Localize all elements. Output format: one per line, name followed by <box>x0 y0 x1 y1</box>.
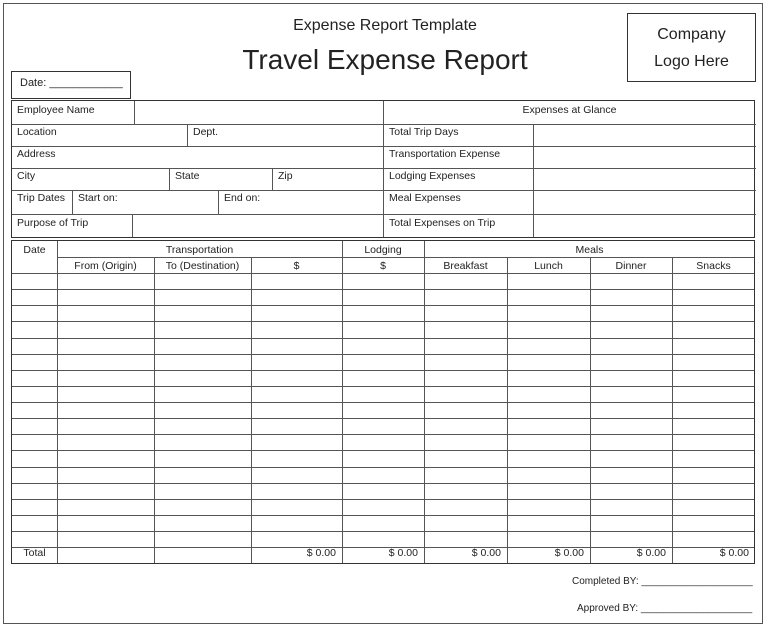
purpose-label: Purpose of Trip <box>17 217 89 229</box>
grid-col-line <box>590 257 591 563</box>
glance-row-line <box>383 168 756 169</box>
subheader-from: From (Origin) <box>74 260 137 272</box>
info-col-divider <box>272 168 273 190</box>
grid-row-line <box>12 515 754 516</box>
info-col-divider <box>187 124 188 146</box>
grid-row-line <box>12 499 754 500</box>
subheader-lunch: Lunch <box>534 260 563 272</box>
subheader-lodging-dollar: $ <box>380 260 386 272</box>
info-row-line <box>12 214 383 215</box>
state-label: State <box>175 170 200 182</box>
info-col-divider <box>169 168 170 190</box>
info-col-divider <box>218 190 219 214</box>
logo-line-2: Logo Here <box>654 52 729 70</box>
glance-row-line <box>383 146 756 147</box>
grid-row-line <box>12 370 754 371</box>
glance-value-divider <box>533 124 534 237</box>
info-center-divider <box>383 101 384 237</box>
grid-row-line <box>12 273 754 274</box>
info-col-divider <box>72 190 73 214</box>
subheader-breakfast: Breakfast <box>443 260 488 272</box>
grid-row-line <box>57 257 754 258</box>
expenses-at-glance-title: Expenses at Glance <box>522 104 617 116</box>
grid-row-line <box>12 305 754 306</box>
grid-row-line <box>12 289 754 290</box>
total-lodging: $ 0.00 <box>388 547 418 559</box>
total-trip-days-label: Total Trip Days <box>389 126 459 138</box>
info-row-line <box>12 124 383 125</box>
grid-col-line <box>342 241 343 563</box>
start-on-label: Start on: <box>78 192 118 204</box>
grid-row-line <box>12 531 754 532</box>
completed-by-field[interactable]: Completed BY: ____________________ <box>572 576 753 587</box>
glance-row-line <box>383 190 756 191</box>
grid-col-line <box>424 241 425 563</box>
glance-row-line <box>383 214 756 215</box>
grid-col-line <box>57 241 58 563</box>
grid-row-line <box>12 386 754 387</box>
total-label: Total <box>23 547 46 559</box>
col-header-transportation: Transportation <box>165 244 234 256</box>
lodging-expenses-label: Lodging Expenses <box>389 170 476 182</box>
expense-table <box>11 240 755 564</box>
logo-line-1: Company <box>657 25 726 43</box>
grid-row-line <box>12 450 754 451</box>
subheader-transport-dollar: $ <box>293 260 300 272</box>
grid-row-line <box>12 321 754 322</box>
grid-row-line <box>12 338 754 339</box>
total-breakfast: $ 0.00 <box>471 547 501 559</box>
approved-by-field[interactable]: Approved BY: ____________________ <box>577 603 753 614</box>
info-col-divider <box>132 214 133 237</box>
col-header-lodging: Lodging <box>364 244 402 256</box>
address-label: Address <box>17 148 56 160</box>
dept-label: Dept. <box>193 126 219 138</box>
date-field[interactable] <box>11 71 131 99</box>
zip-label: Zip <box>278 170 293 182</box>
total-lunch: $ 0.00 <box>554 547 584 559</box>
col-header-meals: Meals <box>575 244 604 256</box>
grid-col-line <box>672 257 673 563</box>
info-row-line <box>12 146 383 147</box>
total-expenses-label: Total Expenses on Trip <box>389 217 496 229</box>
document-subtitle: Expense Report Template <box>293 17 477 34</box>
end-on-label: End on: <box>224 192 261 204</box>
grid-row-line <box>12 483 754 484</box>
grid-col-line <box>154 257 155 563</box>
meal-expenses-label: Meal Expenses <box>389 192 461 204</box>
company-logo-placeholder <box>627 13 756 82</box>
total-dinner: $ 0.00 <box>636 547 666 559</box>
grid-col-line <box>251 257 252 563</box>
grid-row-line <box>12 418 754 419</box>
location-label: Location <box>17 126 57 138</box>
info-col-divider <box>134 101 135 124</box>
city-label: City <box>17 170 36 182</box>
info-row-line <box>12 190 383 191</box>
info-row-line <box>12 168 383 169</box>
date-label: Date: ____________ <box>20 77 123 89</box>
subheader-dinner: Dinner <box>615 260 647 272</box>
trip-dates-label: Trip Dates <box>17 192 66 204</box>
document-title: Travel Expense Report <box>242 44 528 75</box>
employee-info-section <box>11 100 755 238</box>
transportation-expense-label: Transportation Expense <box>389 148 501 160</box>
grid-row-line <box>12 354 754 355</box>
total-transport: $ 0.00 <box>306 547 336 559</box>
grid-col-line <box>507 257 508 563</box>
subheader-to: To (Destination) <box>165 260 240 272</box>
grid-row-line <box>12 467 754 468</box>
grid-row-line <box>12 547 754 548</box>
grid-row-line <box>12 402 754 403</box>
glance-row-line <box>383 124 756 125</box>
employee-name-label: Employee Name <box>17 104 95 116</box>
col-header-date: Date <box>23 244 46 256</box>
grid-row-line <box>12 434 754 435</box>
subheader-snacks: Snacks <box>696 260 731 272</box>
total-snacks: $ 0.00 <box>719 547 749 559</box>
